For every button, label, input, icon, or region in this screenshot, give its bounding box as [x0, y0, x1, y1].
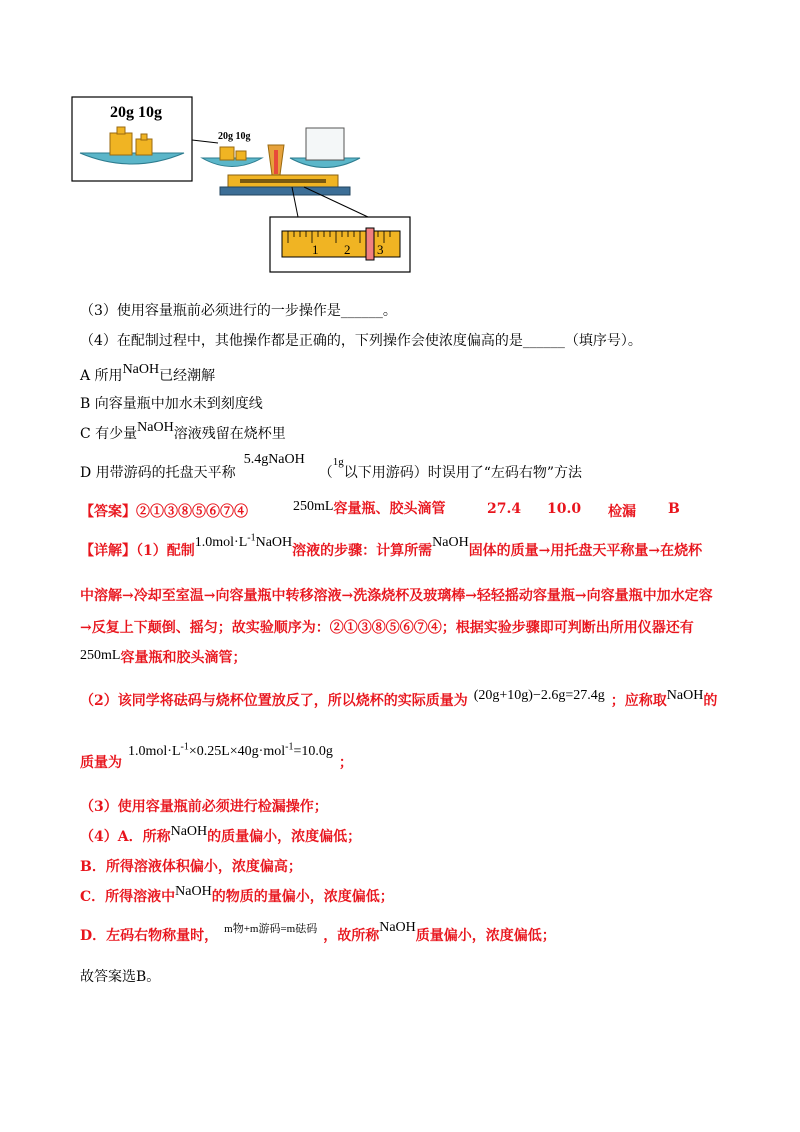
detail-line-5: （2）该同学将砝码与烧杯位置放反了，所以烧杯的实际质量为 (20g+10g)−2.6g=27.4g ；应称取NaOH的: [80, 688, 718, 709]
detail-line-8: （4）A．所称NaOH的质量偏小，浓度偏低；: [80, 824, 362, 845]
option-d: D 用带游码的托盘天平称5.4gNaOH（$^{1g}$以下用游码）时误用了“左码右物”方法: [80, 452, 583, 481]
weight-20g: [110, 133, 132, 155]
rider: [366, 228, 374, 260]
ruler-tick-1: 1: [312, 242, 319, 257]
question-3: （3）使用容量瓶前必须进行的一步操作是______。: [80, 303, 397, 319]
inset-weight-label: 20g 10g: [110, 104, 162, 121]
detail-line-3: →反复上下颠倒、摇匀；故实验顺序为：②①③⑧⑤⑥⑦④；根据实验步骤即可判断出所用仪器还有: [80, 620, 694, 636]
detail-line-1: 【详解】（1）配制$1.0mol\cdot L^{-1}NaOH$溶液的步骤：计算所需NaOH固体的质量→用托盘天平称量→在烧杯: [80, 532, 703, 559]
detail-line-10: C．所得溶液中NaOH的物质的量偏小，浓度偏低；: [80, 884, 394, 905]
option-a: A 所用NaOH已经潮解: [80, 362, 216, 384]
option-b: B 向容量瓶中加水未到刻度线: [80, 396, 263, 412]
option-c: C 有少量NaOH溶液残留在烧杯里: [80, 420, 286, 442]
answer-value-4: B: [668, 501, 680, 517]
answer-label: 【答案】②①③⑧⑤⑥⑦④: [80, 504, 248, 520]
balance-figure: [70, 95, 415, 275]
ruler-tick-3: 3: [377, 242, 384, 257]
weight-10g: [136, 139, 152, 155]
answer-value-2: 10.0: [547, 501, 582, 517]
detail-line-6: 质量为$1.0mol\cdot L^{-1}\times 0.25L\times 40g\cdot mol^{-1}=10.0g$；: [80, 741, 353, 771]
detail-line-11: D．左码右物称量时， $^{m物+m游码=m砝码}$ ，故所称NaOH质量偏小，浓度偏低；: [80, 920, 556, 944]
pan-weight-label: 20g 10g: [218, 131, 251, 142]
ruler-tick-2: 2: [344, 242, 351, 257]
detail-line-12: 故答案选B。: [80, 969, 161, 985]
balance-base: [220, 187, 350, 195]
detail-line-2: 中溶解→冷却至室温→向容量瓶中转移溶液→洗涤烧杯及玻璃棒→轻轻摇动容量瓶→向容量瓶中加水定容: [80, 588, 713, 604]
beaker: [306, 128, 344, 160]
detail-line-9: B．所得溶液体积偏小，浓度偏高；: [80, 859, 302, 875]
answer-volume: 250mL容量瓶、胶头滴管: [293, 499, 446, 517]
detail-line-4: 250mL容量瓶和胶头滴管；: [80, 648, 247, 666]
answer-value-3: 检漏: [608, 504, 636, 520]
answer-value-1: 27.4: [487, 501, 522, 517]
question-4: （4）在配制过程中，其他操作都是正确的，下列操作会使浓度偏高的是______（填序号）。: [80, 333, 642, 349]
detail-line-7: （3）使用容量瓶前必须进行检漏操作；: [80, 799, 328, 815]
